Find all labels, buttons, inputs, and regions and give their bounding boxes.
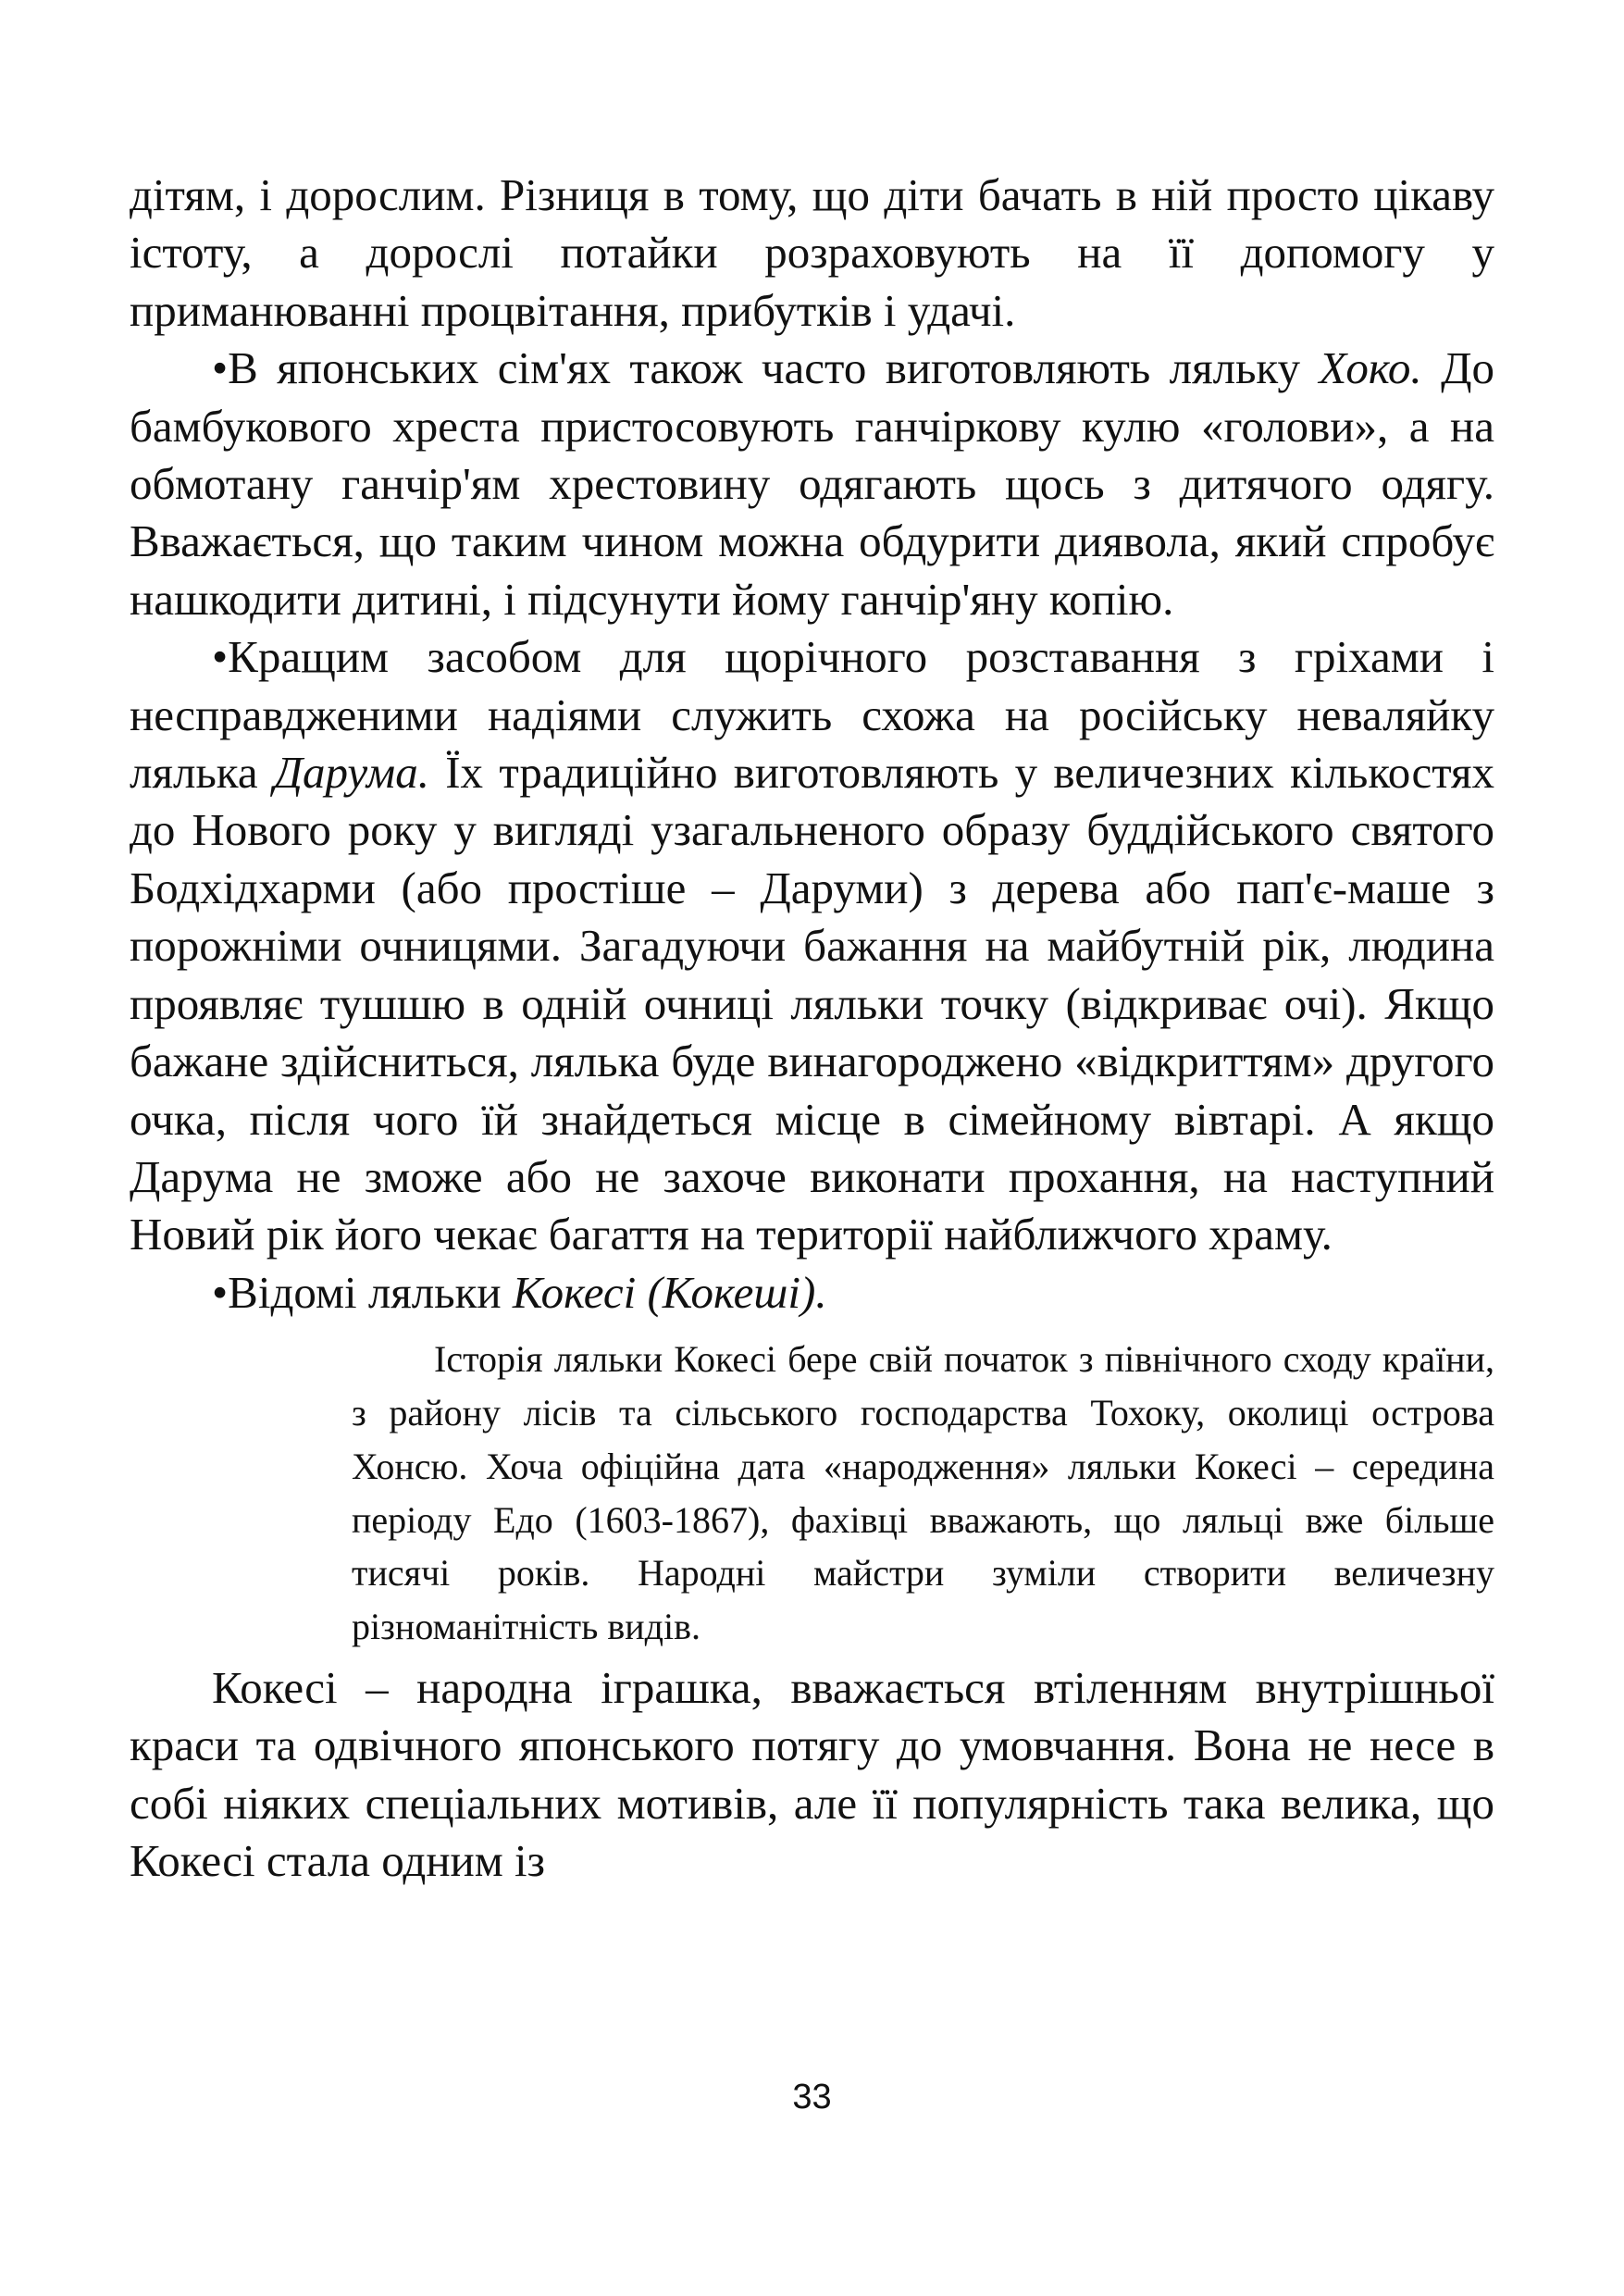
quote-block: Історія ляльки Кокесі бере свій початок з північного сходу країни, з району лісів та сільського господарства Тохоку, околиці острова Хонсю. Хоча офіційна дата «народження» ляльки Кокесі – середина періоду Едо (1603-1867), фахівці вважають, що ляльці вже більше тисячі років. Народні майстри зуміли створити величезну різноманітність видів. [352, 1338, 1494, 1648]
paragraph-kokeshi-intro [130, 1264, 1494, 1322]
paragraph-daruma [130, 628, 1494, 1263]
body-text [130, 167, 1494, 1891]
page-number: 33 [792, 2078, 832, 2116]
paragraph-kokeshi-description: Кокесі – народна іграшка, вважається втіленням внутрішньої краси та одвічного японського потягу до умовчання. Вона не несе в собі ніяких спеціальних мотивів, але її популярність така велика, що Кокесі стала одним із [130, 1661, 1494, 1887]
paragraph-kokeshi-text: •Відомі ляльки [212, 1266, 513, 1318]
paragraph-daruma-text-b: Їх традиційно виготовляють у величезних кількостях до Нового року у вигляді узагальненого образу буддійського святого Бодхідхарми (або простіше – Даруми) з дерева або пап'є-маше з порожніми очницями. Загадуючи бажання на майбутній рік, людина проявляє тушшю в одній очниці ляльки точку (відкриває очі). Якщо бажане здійсниться, лялька буде винагороджено «відкриттям» другого очка, після чого їй знайдеться місце в сімейному вівтарі. А якщо Дарума не зможе або не захоче виконати прохання, на наступний Новий рік його чекає багаття на території найближчого храму. [130, 747, 1494, 1260]
paragraph-daruma-text-a: •Кращим засобом для щорічного розставання з гріхами і несправдженими надіями служить схожа на російську неваляйку лялька [130, 631, 1494, 799]
term-hoko: Хоко. [1319, 342, 1422, 394]
term-daruma: Дарума. [273, 747, 429, 799]
paragraph-hoko-text-b: До бамбукового хреста пристосовують ганчіркову кулю «голови», а на обмотану ганчір'ям хрестовину одягають щось з дитячого одягу. Вважається, що таким чином можна обдурити диявола, який спробує нашкодити дитині, і підсунути йому ганчір'яну копію. [130, 342, 1494, 625]
term-kokeshi: Кокесі (Кокеші). [512, 1266, 827, 1318]
paragraph-hoko-text-a: •В японських сім'ях також часто виготовляють ляльку [212, 342, 1320, 394]
paragraph-hoko [130, 340, 1494, 628]
paragraph-continuation: дітям, і дорослим. Різниця в тому, що діти бачать в ній просто цікаву істоту, а дорослі потайки розраховують на її допомогу у приманюванні процвітання, прибутків і удачі. [130, 169, 1494, 336]
